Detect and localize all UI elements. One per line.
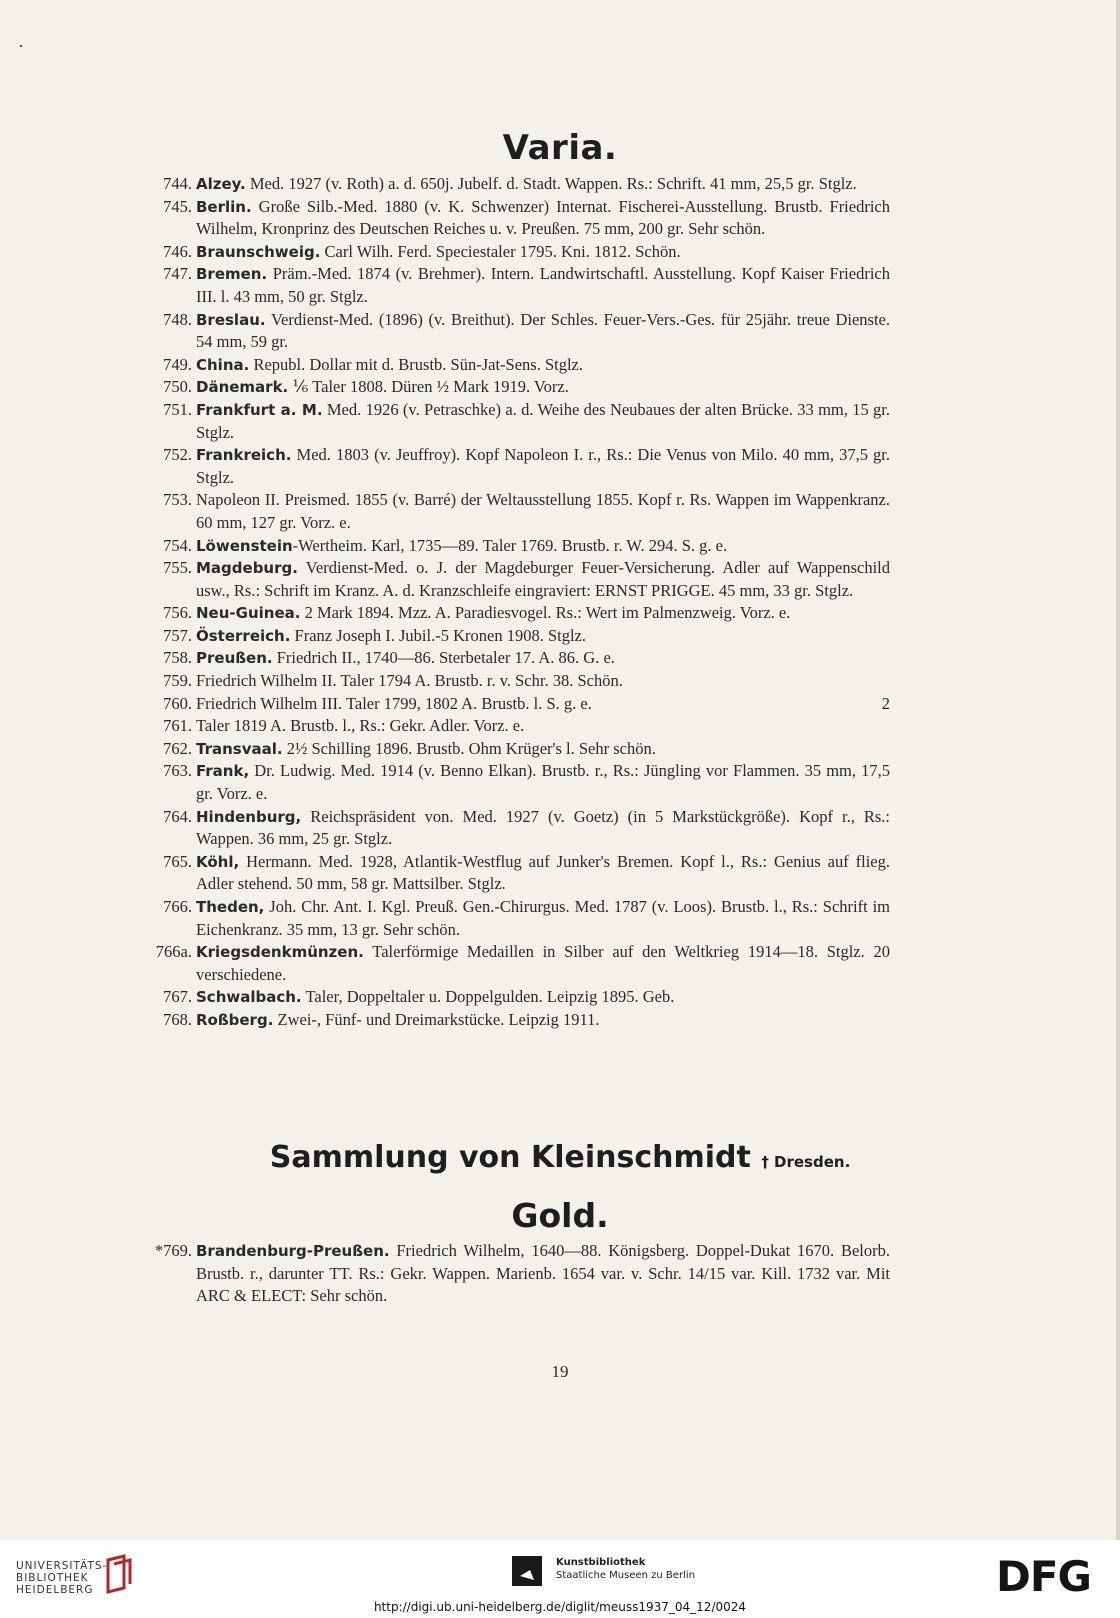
entry-text: Hermann. Med. 1928, Atlantik-Westflug auf Junker's Bremen. Kopf l., Rs.: Genius auf flieg. Adler stehend. 50 mm, 58 gr. Mattsilber. Stglz. [196, 851, 890, 894]
entry-keyword: Frank, [196, 762, 250, 781]
entry-keyword: Preußen. [196, 649, 273, 668]
entry-keyword: Breslau. [196, 310, 266, 329]
entry-keyword: Bremen. [196, 265, 268, 284]
entry-keyword: Kriegsdenkmünzen. [196, 943, 364, 962]
entry-text: Friedrich II., 1740—86. Sterbetaler 17. A. 86. G. e. [272, 648, 615, 668]
entry-number: 752. [163, 445, 192, 465]
entry-keyword: Alzey. [196, 175, 246, 193]
entry-text: Med. 1803 (v. Jeuffroy). Kopf Napoleon I. r., Rs.: Die Venus von Milo. 40 mm, 37,5 gr. Stglz. [196, 445, 890, 487]
entry-number: 749. [163, 354, 192, 374]
entry-text: Friedrich Wilhelm II. Taler 1794 A. Brustb. r. v. Schr. 38. Schön. [196, 671, 623, 691]
entry-keyword: Schwalbach. [196, 988, 302, 1007]
entry-keyword: Transvaal. [196, 739, 283, 758]
entry-keyword: Österreich. [196, 626, 291, 645]
catalog-entry [140, 1240, 890, 1308]
catalog-entry [140, 986, 890, 1009]
entry-text: Verdienst-Med. (1896) (v. Breithut). Der Schles. Feuer-Vers.-Ges. für 25jähr. treue Dienste. 54 mm, 59 gr. [196, 309, 890, 352]
entry-number: 756. [163, 603, 192, 623]
entry-keyword: Brandenburg-Preußen. [196, 1242, 390, 1260]
entry-number: 764. [163, 806, 192, 826]
entry-text: -Wertheim. Karl, 1735—89. Taler 1769. Brustb. r. W. 294. S. g. e. [292, 535, 728, 555]
heading-sammlung-suffix: † Dresden. [761, 1153, 851, 1171]
permalink-url[interactable]: http://digi.ub.uni-heidelberg.de/diglit/meuss1937_04_12/0024 [373, 1600, 747, 1614]
catalog-entry [140, 241, 890, 264]
catalog-entry [140, 760, 890, 805]
catalog-entry [140, 535, 890, 558]
catalog-entry [140, 1009, 890, 1032]
catalog-entry [140, 309, 890, 354]
heading-gold: Gold. [511, 1196, 609, 1235]
digitization-footer [0, 1540, 1120, 1618]
entry-keyword: Dänemark. [196, 378, 289, 397]
kb-title: Kunstbibliothek [556, 1557, 646, 1568]
entry-number: 753. [163, 490, 192, 510]
kunstbibliothek-logo-icon [512, 1556, 542, 1586]
entry-number: 768. [163, 1009, 192, 1029]
entry-keyword: Theden, [196, 898, 265, 916]
catalog-entry [140, 196, 890, 241]
entry-number: 751. [163, 399, 192, 419]
entry-keyword: Frankfurt a. M. [196, 400, 323, 419]
entry-number: 754. [163, 535, 192, 555]
catalog-entry [140, 557, 890, 602]
entry-text: Taler, Doppeltaler u. Doppelgulden. Leipzig 1895. Geb. [301, 987, 675, 1007]
entry-text: Franz Joseph I. Jubil.-5 Kronen 1908. Stglz. [290, 625, 586, 645]
entry-text: Talerförmige Medaillen in Silber auf den Weltkrieg 1914—18. Stglz. 20 verschiedene. [196, 942, 890, 984]
entry-number: 759. [163, 671, 192, 691]
entry-text: Zwei-, Fünf- und Dreimarkstücke. Leipzig 1911. [273, 1009, 600, 1029]
entry-number: 758. [163, 648, 192, 668]
entry-text: 2½ Schilling 1896. Brustb. Ohm Krüger's l. Sehr schön. [282, 738, 656, 758]
catalog-entry [140, 738, 890, 761]
entry-number: 746. [163, 241, 192, 261]
entry-number: 763. [163, 761, 192, 781]
entry-number: 757. [163, 625, 192, 645]
catalog-entry [140, 851, 890, 896]
entry-text: Med. 1927 (v. Roth) a. d. 650j. Jubelf. d. Stadt. Wappen. Rs.: Schrift. 41 mm, 25,5 gr. Stglz. [245, 174, 857, 193]
catalog-entry [140, 354, 890, 377]
entry-keyword: Magdeburg. [196, 559, 298, 578]
entry-text: Napoleon II. Preismed. 1855 (v. Barré) der Weltausstellung 1855. Kopf r. Rs. Wappen im Wappenkranz. 60 mm, 127 gr. Vorz. e. [196, 490, 890, 532]
entry-number: 766. [163, 897, 192, 916]
entry-number: 750. [163, 377, 192, 397]
page-number: 19 [551, 1362, 569, 1381]
catalog-entry [140, 444, 890, 489]
varia-list [140, 173, 890, 1032]
uni-line-1: UNIVERSITÄTS- [16, 1560, 108, 1572]
catalog-entry [140, 173, 890, 196]
entry-text: Med. 1926 (v. Petraschke) a. d. Weihe des Neubaues der alten Brücke. 33 mm, 15 gr. Stglz. [196, 399, 890, 442]
entry-number: 762. [163, 738, 192, 758]
entry-keyword: Braunschweig. [196, 242, 321, 261]
catalog-entry [140, 489, 890, 534]
heading-sammlung-text: Sammlung von Kleinschmidt [269, 1140, 751, 1175]
gold-list [140, 1240, 890, 1308]
catalog-entry [140, 941, 890, 986]
entry-keyword: Roßberg. [196, 1010, 274, 1029]
kb-logo-mark-icon [512, 1556, 542, 1586]
entry-keyword: Neu-Guinea. [196, 604, 301, 623]
entry-text: Friedrich Wilhelm, 1640—88. Königsberg. Doppel-Dukat 1670. Belorb. Brustb. r., darunter TT. Rs.: Gekr. Wappen. Marienb. 1654 var. v. Schr. 14/15 var. Kill. 1732 var. Mit ARC & ELECT: Sehr schön. [196, 1241, 890, 1306]
entry-text: Präm.-Med. 1874 (v. Brehmer). Intern. Landwirtschaftl. Ausstellung. Kopf Kaiser Friedrich III. l. 43 mm, 50 gr. Stglz. [196, 264, 890, 306]
uni-line-3: HEIDELBERG [16, 1584, 94, 1596]
dfg-logo: DFG [996, 1552, 1092, 1601]
entry-text: Taler 1819 A. Brustb. l., Rs.: Gekr. Adler. Vorz. e. [196, 716, 525, 736]
entry-number: 760. [163, 693, 192, 713]
catalog-entry [140, 263, 890, 308]
entry-number: 748. [163, 309, 192, 329]
heidelberg-library-label [16, 1560, 107, 1596]
entry-number: 747. [163, 264, 192, 284]
entry-keyword: Löwenstein [196, 536, 293, 555]
catalog-entry [140, 647, 890, 670]
entry-text: Joh. Chr. Ant. I. Kgl. Preuß. Gen.-Chirurgus. Med. 1787 (v. Loos). Brustb. l., Rs.: Schrift im Eichenkranz. 35 mm, 13 gr. Sehr schön. [196, 897, 890, 939]
entry-text: Dr. Ludwig. Med. 1914 (v. Benno Elkan). Brustb. r., Rs.: Jüngling vor Flammen. 35 mm, 17,5 gr. Vorz. e. [196, 761, 890, 804]
entry-text: Verdienst-Med. o. J. der Magdeburger Feuer-Versicherung. Adler auf Wappenschild usw., Rs.: Schrift im Kranz. A. d. Kranzschleife eingraviert: ERNST PRIGGE. 45 mm, 33 gr. Stglz. [196, 558, 890, 600]
entry-keyword: Köhl, [196, 852, 240, 871]
entry-text: Große Silb.-Med. 1880 (v. K. Schwenzer) Internat. Fischerei-Ausstellung. Brustb. Friedrich Wilhelm, Kronprinz des Deutschen Reiches u. v. Preußen. 75 mm, 200 gr. Sehr schön. [196, 196, 890, 239]
heading-varia: Varia. [502, 128, 618, 168]
catalog-entry [140, 715, 890, 738]
entry-text: Reichspräsident von. Med. 1927 (v. Goetz) (in 5 Markstückgröße). Kopf r., Rs.: Wappen. 36 mm, 25 gr. Stglz. [196, 806, 890, 849]
entry-margin-note: 2 [881, 693, 890, 713]
catalog-entry [140, 896, 890, 941]
entry-text: Carl Wilh. Ferd. Speciestaler 1795. Kni. 1812. Schön. [320, 241, 681, 261]
entry-number: 744. [163, 174, 192, 193]
catalog-entry [140, 625, 890, 648]
entry-keyword: Hindenburg, [196, 807, 302, 826]
entry-text: Friedrich Wilhelm III. Taler 1799, 1802 A. Brustb. l. S. g. e. [196, 693, 592, 713]
entry-keyword: Frankreich. [196, 446, 292, 465]
heading-sammlung [0, 1140, 1120, 1175]
catalog-entry [140, 693, 890, 716]
entry-text: Republ. Dollar mit d. Brustb. Sün-Jat-Sens. Stglz. [249, 354, 583, 374]
scan-speck [20, 45, 22, 47]
heidelberg-logo-icon [104, 1554, 134, 1594]
uni-line-2: BIBLIOTHEK [16, 1572, 89, 1584]
entry-text: ⅙ Taler 1808. Düren ½ Mark 1919. Vorz. [288, 377, 569, 397]
catalog-entry [140, 670, 890, 693]
catalog-entry [140, 399, 890, 444]
kunstbibliothek-label [556, 1556, 695, 1582]
kb-subtitle: Staatliche Museen zu Berlin [556, 1570, 695, 1581]
catalog-entry [140, 376, 890, 399]
entry-keyword: China. [196, 355, 250, 374]
catalog-entry [140, 602, 890, 625]
entry-number: 761. [163, 716, 192, 736]
page-edge-shadow [1116, 0, 1120, 1540]
entry-keyword: Berlin. [196, 197, 252, 216]
catalog-entry [140, 806, 890, 851]
entry-text: 2 Mark 1894. Mzz. A. Paradiesvogel. Rs.: Wert im Palmenzweig. Vorz. e. [300, 603, 791, 623]
entry-number: 765. [163, 851, 192, 871]
entry-number: 767. [163, 987, 192, 1007]
entry-number: 755. [163, 558, 192, 578]
entry-number: *769. [154, 1241, 192, 1260]
entry-number: 766a. [155, 942, 192, 962]
entry-number: 745. [163, 196, 192, 216]
